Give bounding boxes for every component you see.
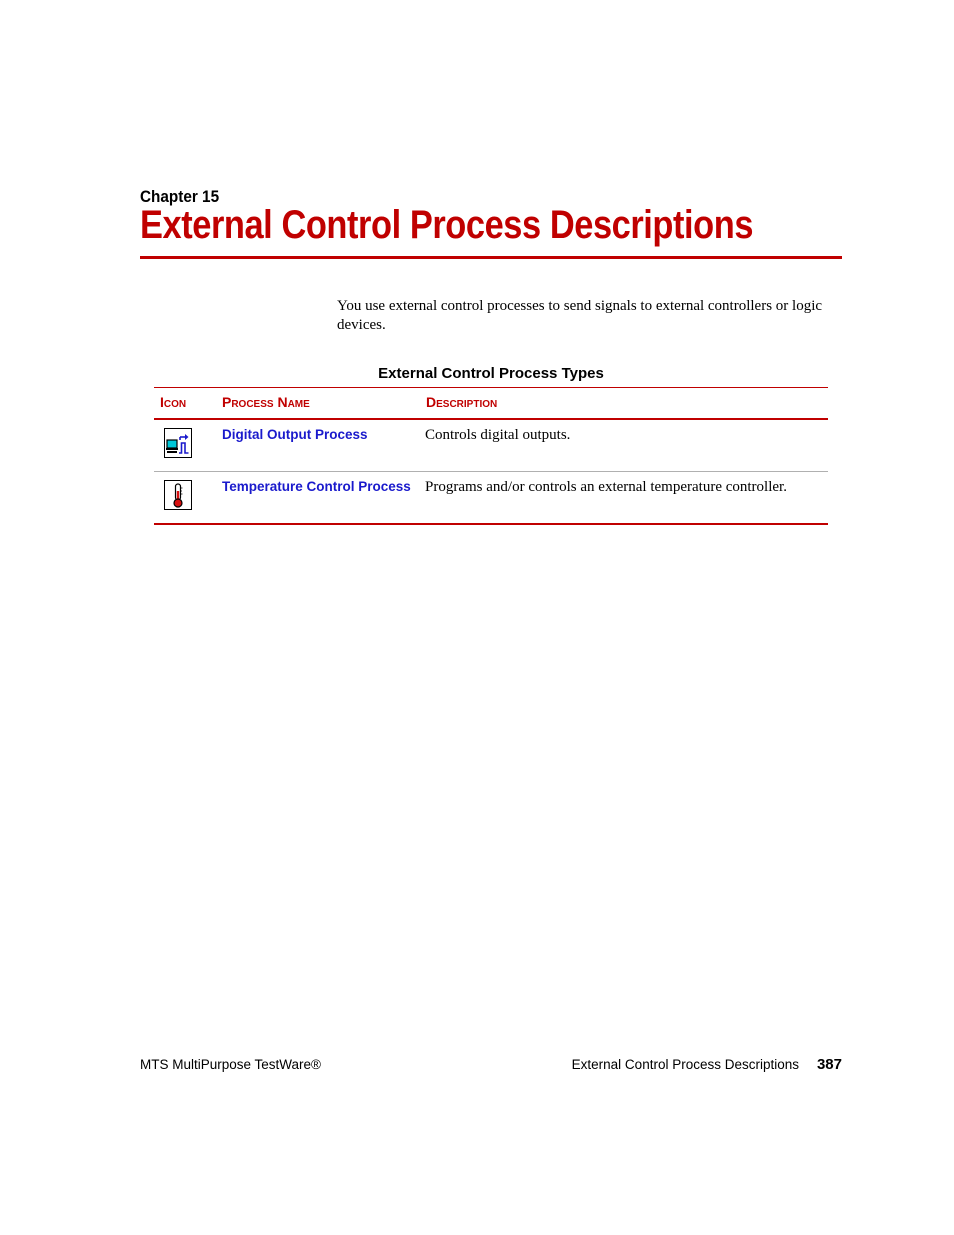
chapter-title: External Control Process Descriptions — [140, 203, 754, 247]
header-process-name: Process Name — [216, 388, 420, 420]
header-icon: Icon — [154, 388, 216, 420]
intro-paragraph: You use external control processes to send signals to external controllers or logic devices. — [337, 298, 823, 333]
table-row — [154, 419, 828, 472]
footer-product-name: MTS MultiPurpose TestWare® — [140, 1057, 321, 1072]
thermometer-icon — [164, 480, 192, 510]
digital-output-icon — [164, 428, 192, 458]
header-description: Description — [420, 388, 828, 420]
process-description: Programs and/or controls an external temperature controller. — [425, 479, 787, 495]
process-description: Controls digital outputs. — [420, 419, 828, 472]
process-types-table — [154, 387, 828, 525]
process-name-link[interactable]: Digital Output Process — [216, 419, 420, 472]
chapter-label: Chapter 15 — [140, 187, 220, 206]
footer-chapter-title: External Control Process Descriptions — [571, 1057, 799, 1072]
page-number: 387 — [816, 1056, 842, 1073]
table-row — [154, 472, 828, 525]
process-name-link[interactable]: Temperature Control Process — [222, 479, 411, 494]
table-header-row — [154, 388, 828, 420]
icon-cell — [154, 419, 216, 472]
icon-cell — [154, 472, 216, 525]
table-caption: External Control Process Types — [378, 365, 604, 382]
title-rule — [140, 256, 842, 259]
